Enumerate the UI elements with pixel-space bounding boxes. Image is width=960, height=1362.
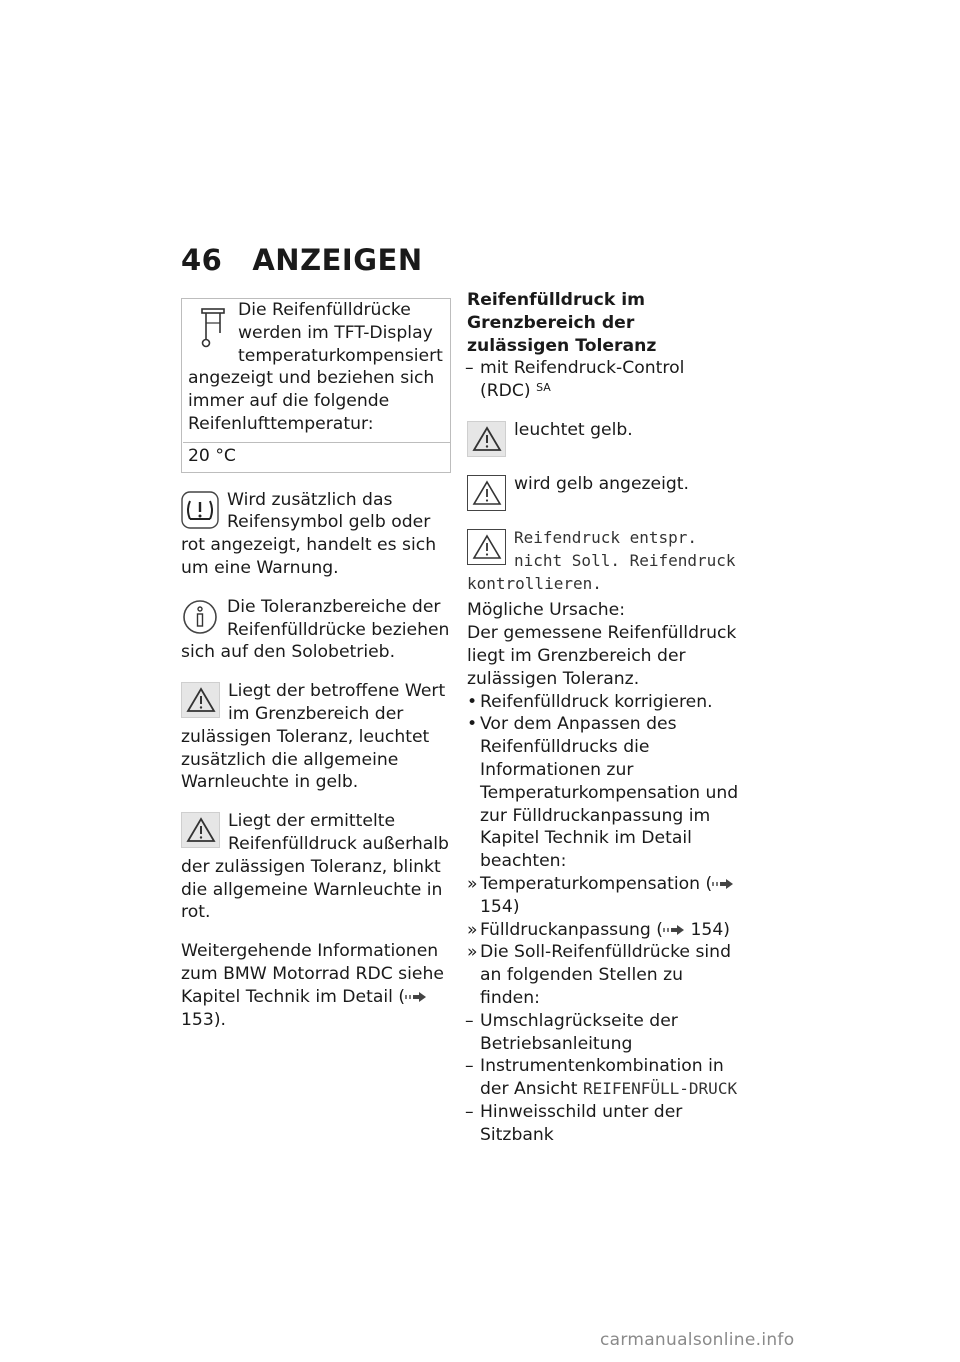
info-text: Die Toleranzbereiche der Reifenfülldrücke beziehen sich auf den Solobetrieb. (181, 596, 450, 663)
pressure-gauge-icon (190, 303, 234, 351)
tpms-icon-wrap (181, 491, 219, 529)
location-item: – Hinweisschild unter der Sitzbank (467, 1101, 739, 1147)
condition-item (467, 357, 739, 403)
lamp-row (467, 419, 739, 459)
right-column (467, 289, 739, 1147)
condition-text: mit Reifendruck-Control (RDC) (480, 358, 685, 402)
page-reference-arrow-icon (663, 925, 685, 935)
page-title: ANZEIGEN (252, 243, 423, 277)
lamp-text: leuchtet gelb. (514, 419, 633, 440)
more-info-page-ref[interactable]: 153 (181, 1009, 214, 1030)
page-reference-arrow-icon (712, 879, 734, 889)
reference-suffix: ) (723, 919, 731, 940)
display-row (467, 473, 739, 513)
warning-text-1: Liegt der betroffene Wert im Grenzbereich der zulässigen Toleranz, leuchtet zusätzlich die allgemeine Warnleuchte in gelb. (181, 681, 446, 793)
location-text: Instrumentenkombination in der Ansicht (480, 1056, 724, 1100)
tip-box (181, 298, 451, 473)
special-equipment-mark: SA (536, 381, 551, 395)
warning-triangle-icon (471, 425, 503, 453)
message-row (467, 527, 739, 595)
more-info-paragraph (181, 940, 451, 1031)
tpms-text: Wird zusätzlich das Reifensymbol gelb oder rot angezeigt, handelt es sich um eine Warnung. (181, 489, 437, 578)
info-paragraph (181, 596, 451, 664)
cause-label: Mögliche Ursache: (467, 600, 626, 621)
display-message: Reifendruck entspr. nicht Soll. Reifendruck kontrollieren. (467, 527, 736, 593)
reference-text: Fülldruckanpassung ( (480, 919, 664, 940)
warning-triangle-icon (185, 816, 217, 844)
warning-paragraph-1 (181, 680, 451, 794)
tpms-paragraph (181, 489, 451, 580)
left-column (181, 298, 451, 1031)
more-info-suffix: ). (213, 1009, 226, 1030)
location-item (467, 1055, 739, 1101)
info-icon (181, 598, 219, 636)
warning-triangle-icon (185, 686, 217, 714)
warning-triangle-outline-icon (471, 479, 503, 507)
reference-item-1 (467, 873, 739, 919)
lamp-icon-wrap (467, 421, 506, 457)
warning-paragraph-2 (181, 810, 451, 924)
more-info-text: Weitergehende Informationen zum BMW Motorrad RDC siehe Kapitel Technik im Detail ( (181, 941, 444, 1007)
section-heading: Reifenfülldruck im Grenzbereich der zulässigen Toleranz (467, 290, 657, 356)
reference-text: Temperaturkompensation ( (480, 873, 713, 894)
warning-icon-wrap-2 (181, 812, 220, 848)
reference-page-link[interactable]: 154 (690, 919, 724, 940)
page-reference-arrow-icon (405, 992, 427, 1002)
warning-text-2: Liegt der ermittelte Reifenfülldruck außerhalb der zulässigen Toleranz, blinkt die allgemeine Warnleuchte in rot. (181, 811, 449, 923)
tire-pressure-warning-icon (181, 491, 219, 529)
reference-page-link[interactable]: 154 (480, 896, 513, 917)
view-name: REIFENFÜLL-DRUCK (582, 1079, 738, 1099)
reference-item-2 (467, 919, 739, 942)
list-item: • Vor dem Anpassen des Reifenfülldrucks die Informationen zur Temperaturkompensation und zur Fülldruckanpassung im Kapitel Technik im Detail beachten: (467, 713, 739, 873)
tip-value: 20 °C (183, 442, 450, 472)
page-number: 46 (181, 243, 223, 277)
display-text: wird gelb angezeigt. (514, 473, 689, 494)
warning-triangle-outline-icon (471, 533, 503, 561)
location-item: – Umschlagrückseite der Betriebsanleitung (467, 1010, 739, 1056)
message-icon-wrap (467, 529, 506, 565)
reference-suffix: ) (512, 896, 520, 917)
tip-text-wrap (183, 299, 450, 442)
tip-text: Die Reifenfülldrücke werden im TFT-Display temperaturkompensiert angezeigt und beziehen sich immer auf die folgende Reifenlufttemperatur: (188, 300, 443, 434)
info-icon-wrap (181, 598, 219, 636)
display-icon-wrap (467, 475, 506, 511)
page-header (181, 243, 423, 277)
cause-text: Der gemessene Reifenfülldruck liegt im Grenzbereich der zulässigen Toleranz. (467, 623, 737, 689)
warning-icon-wrap-1 (181, 682, 220, 718)
list-item: • Reifenfülldruck korrigieren. (467, 691, 739, 714)
reference-item-3: » Die Soll-Reifenfülldrücke sind an folgenden Stellen zu finden: (467, 941, 739, 1009)
watermark: carmanualsonline.info (600, 1330, 795, 1350)
